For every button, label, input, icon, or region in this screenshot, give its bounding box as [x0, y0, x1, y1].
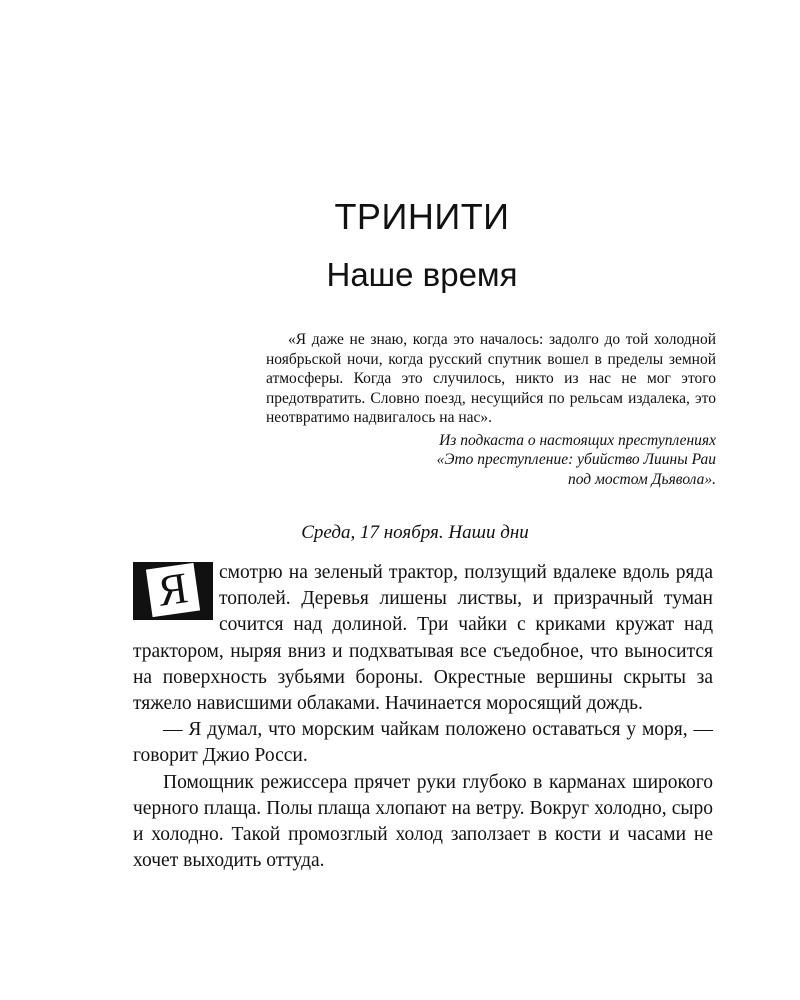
- paragraph-2: — Я думал, что морским чайкам положено оставаться у моря, — говорит Джио Росси.: [133, 719, 713, 767]
- epigraph-source-line-2: «Это преступление: убийство Лиины Раи: [436, 451, 716, 468]
- drop-cap: [133, 562, 213, 620]
- paragraph-1: [133, 560, 713, 717]
- paragraph-1-text: смотрю на зеленый трактор, ползущий вдалеке вдоль ряда тополей. Деревья лишены листвы, и призрачный туман сочится над долиной. Три чайки с криками кружат над трактором, ныряя вниз и подхватывая все съедобное, что выносится на поверхность зубьями бороны. Окрестные вершины скрыты за тяжело нависшими облаками. Начинается моросящий дождь.: [133, 562, 713, 715]
- epigraph-source-line-3: под мостом Дьявола».: [568, 470, 716, 488]
- epigraph: [266, 330, 716, 489]
- epigraph-source: [266, 431, 716, 490]
- chapter-subtitle: Наше время: [326, 256, 518, 293]
- drop-cap-letter: Я: [146, 563, 200, 617]
- epigraph-quote: «Я даже не знаю, когда это началось: задолго до той холодной ноябрьской ночи, когда русский спутник вошел в пределы земной атмосферы. Когда это случилось, никто из нас не мог этого предотвратить. Словно поезд, несущийся по рельсам издалека, это неотвратимо надвигалось на нас».: [266, 331, 716, 426]
- chapter-title: ТРИНИТИ: [334, 196, 510, 237]
- section-heading: Среда, 17 ноября. Наши дни: [301, 522, 529, 543]
- body-text: [133, 560, 713, 874]
- epigraph-source-line-1: Из подкаста о настоящих преступлениях: [439, 431, 716, 449]
- paragraph-3: Помощник режиссера прячет руки глубоко в карманах широкого черного плаща. Полы плаща хлопают на ветру. Вокруг холодно, сыро и холодно. Такой промозглый холод заползает в кости и часами не хочет выходить оттуда.: [133, 771, 713, 872]
